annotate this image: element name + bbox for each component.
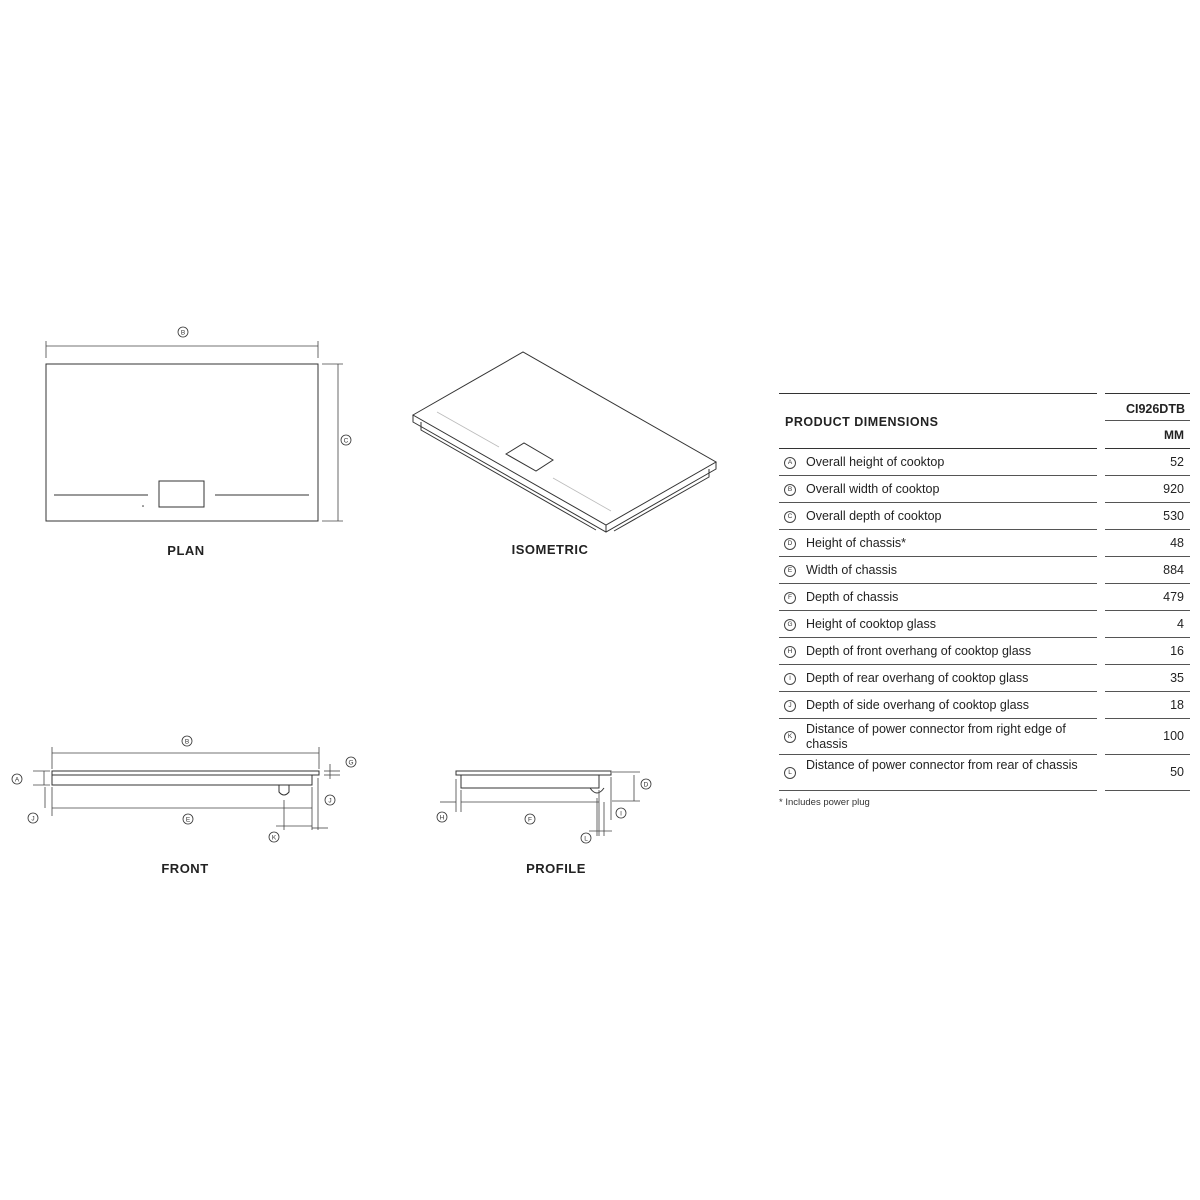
front-chassis — [52, 775, 312, 785]
table-row — [779, 665, 1190, 692]
plan-view — [46, 327, 351, 521]
marker-h-profile — [437, 812, 447, 822]
marker-b-plan — [178, 327, 188, 337]
dimension-letter-marker: I — [784, 673, 796, 685]
dimension-value: 35 — [1170, 670, 1184, 685]
marker-j-front-left — [28, 813, 38, 823]
dimension-letter-marker: K — [784, 731, 796, 743]
profile-view — [437, 771, 651, 843]
marker-d-profile — [641, 779, 651, 789]
dimension-label: Depth of chassis — [806, 590, 899, 604]
table-row — [779, 530, 1190, 557]
dimension-label: Depth of rear overhang of cooktop glass — [806, 671, 1029, 685]
dimension-value: 530 — [1163, 508, 1184, 523]
dimension-value: 18 — [1170, 697, 1184, 712]
dimension-value: 50 — [1170, 765, 1184, 779]
dimension-value: 48 — [1170, 535, 1184, 550]
table-title: PRODUCT DIMENSIONS — [785, 415, 939, 429]
table-row — [779, 557, 1190, 584]
dimension-letter-marker: F — [784, 592, 796, 604]
dimension-letter-marker: A — [784, 457, 796, 469]
svg-text:J: J — [31, 815, 35, 823]
svg-text:G: G — [348, 759, 354, 767]
dimension-value: 479 — [1163, 589, 1184, 604]
svg-text:B: B — [180, 329, 186, 337]
table-row — [779, 719, 1190, 755]
unit-header: MM — [1164, 428, 1184, 442]
dimension-label: Width of chassis — [806, 563, 898, 577]
marker-j-front-right — [325, 795, 335, 805]
dimension-value: 52 — [1170, 454, 1184, 469]
svg-text:I: I — [620, 810, 622, 818]
svg-text:A: A — [14, 776, 20, 784]
svg-text:B: B — [184, 738, 190, 746]
dimension-letter-marker: D — [784, 538, 796, 550]
dimension-value: 920 — [1163, 481, 1184, 496]
dimension-letter-marker: C — [784, 511, 796, 523]
svg-text:E: E — [185, 816, 191, 824]
profile-glass — [456, 771, 611, 775]
svg-text:H: H — [439, 814, 445, 822]
isometric-control-panel — [506, 443, 553, 471]
marker-b-front — [182, 736, 192, 746]
dimension-letter-marker: H — [784, 646, 796, 658]
front-glass — [52, 771, 319, 775]
marker-k-front — [269, 832, 279, 842]
marker-e-front — [183, 814, 193, 824]
svg-text:K: K — [271, 834, 277, 842]
isometric-view — [413, 352, 716, 532]
table-row — [779, 755, 1190, 791]
footnote: * Includes power plug — [779, 797, 870, 808]
table-row — [779, 692, 1190, 719]
marker-i-profile — [616, 808, 626, 818]
dimension-value: 100 — [1163, 729, 1184, 743]
dimension-value: 884 — [1163, 562, 1184, 577]
svg-text:J: J — [328, 797, 332, 805]
marker-g-front — [346, 757, 356, 767]
svg-text:F: F — [528, 816, 532, 824]
dimension-value: 4 — [1177, 616, 1184, 631]
dimension-label: Height of chassis* — [806, 536, 907, 550]
front-view — [12, 736, 356, 842]
marker-f-profile — [525, 814, 535, 824]
dimension-letter-marker: L — [784, 767, 796, 779]
dimension-label: Height of cooktop glass — [806, 617, 936, 631]
dimension-label: Depth of front overhang of cooktop glass — [806, 644, 1032, 658]
table-row — [779, 503, 1190, 530]
dimension-label: Depth of side overhang of cooktop glass — [806, 698, 1030, 712]
marker-c-plan — [341, 435, 351, 445]
dimension-label: Overall width of cooktop — [806, 482, 940, 496]
profile-chassis — [461, 775, 599, 788]
table-row — [779, 611, 1190, 638]
dimension-letter-marker: B — [784, 484, 796, 496]
svg-text:C: C — [343, 437, 349, 445]
isometric-label: ISOMETRIC — [511, 542, 589, 557]
front-label: FRONT — [161, 861, 209, 876]
table-row — [779, 638, 1190, 665]
plan-control-panel — [159, 481, 204, 507]
dimension-letter-marker: J — [784, 700, 796, 712]
plan-label: PLAN — [167, 543, 205, 558]
table-row — [779, 584, 1190, 611]
marker-l-profile — [581, 833, 591, 843]
table-row — [779, 449, 1190, 476]
dimension-label: Overall height of cooktop — [806, 455, 945, 469]
svg-text:D: D — [643, 781, 649, 789]
model-number: CI926DTB — [1125, 402, 1185, 416]
dimension-value: 16 — [1170, 643, 1184, 658]
dimension-label: Overall depth of cooktop — [806, 509, 942, 523]
dimension-label: Distance of power connector from right edge of chassis — [806, 722, 1066, 751]
svg-text:L: L — [584, 835, 588, 843]
dimension-letter-marker: E — [784, 565, 796, 577]
profile-label: PROFILE — [526, 861, 586, 876]
plan-cooktop-outline — [46, 364, 318, 521]
dimension-label: Distance of power connector from rear of chassis — [806, 758, 1078, 772]
marker-a-front — [12, 774, 22, 784]
dimension-letter-marker: G — [784, 619, 796, 631]
table-row — [779, 476, 1190, 503]
